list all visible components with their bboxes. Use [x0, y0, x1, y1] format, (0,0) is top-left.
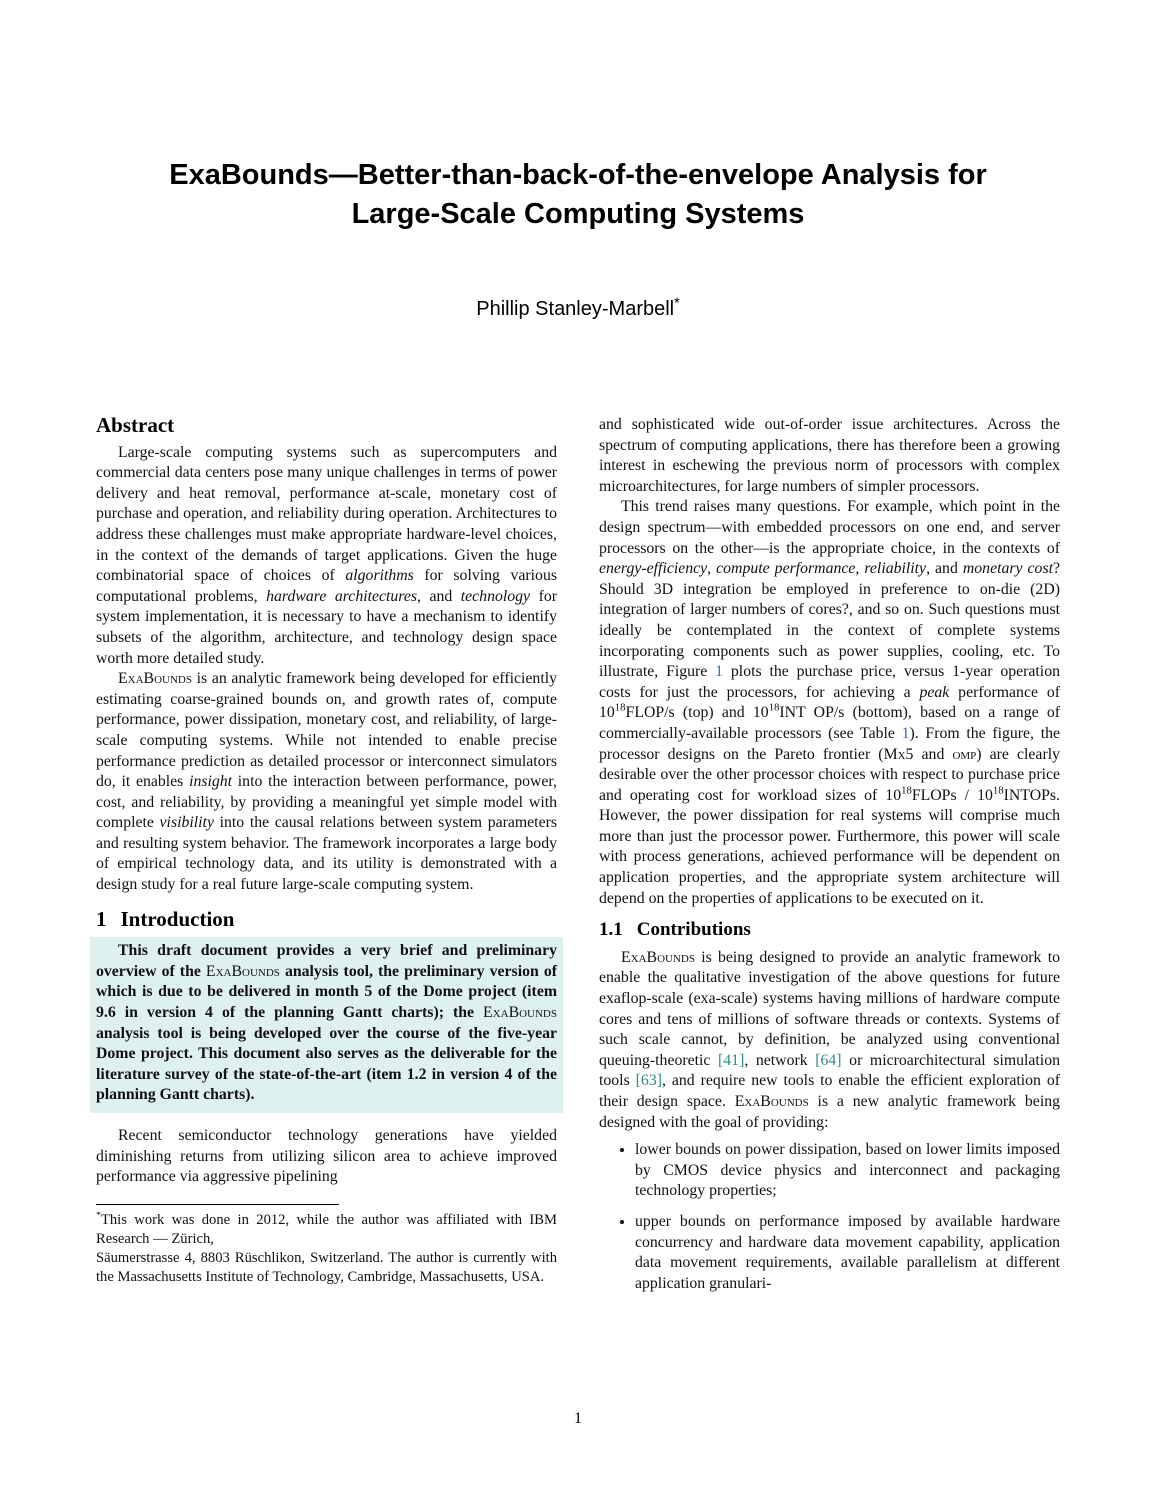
body-paragraph-questions: This trend raises many questions. For example, which point in the design spectrum—with embedded processors on one end, and server processors on the other—is the appropriate choice, in the contexts of energy-efficiency, compute performance, reliability, and monetary cost? Should 3D integration be employed in preference to on-die (2D) integration of larger numbers of cores?, and so on. Such questions must ideally be contemplated in the context of complete systems incorporating components such as power supplies, cooling, etc. To illustrate, Figure 1 plots the purchase price, versus 1-year operation costs for just the processors, for achieving a peak performance of $10^{18}FLOP/s$ (top) and $10^{18}INT$ OP/s (bottom), based on a range of commercially-available processors (see Table 1). From the figure, the processor designs on the Pareto frontier (Mx5 and omp) are clearly desirable over the other processor choices with respect to purchase price and operating cost for workload sizes of $10^{18}FLOPs$ / $10^{18}INTOPs$. However, the power dissipation for real systems will comprise much more than just the processor power. Furthermore, this power will scale with process generations, achieved performance will be dependent on application properties, and the appropriate system architecture will depend on the properties of applications to be executed on it. [599, 498, 1060, 907]
intro-paragraph: Recent semiconductor technology generations have yielded diminishing returns from utilizing silicon area to achieve improved performance via aggressive pipelining [96, 1127, 557, 1186]
section-title: Introduction [120, 906, 235, 931]
citation-64[interactable]: [64] [815, 1051, 842, 1069]
bullet-item-2: • upper bounds on performance imposed by available hardware concurrency and hardware data movement capability, application data movement requirements, available parallelism at different application granulari- [635, 1212, 1060, 1294]
footnote-rule [96, 1204, 339, 1205]
page-number: 1 [574, 1410, 582, 1427]
abstract-paragraph-1: Large-scale computing systems such as supercomputers and commercial data centers pose many unique challenges in terms of power delivery and heat removal, performance at-scale, monetary cost of purchase and operation, and reliability during operation. Architectures to address these challenges must make appropriate hardware-level choices, in the context of the demands of target applications. Given the huge combinatorial space of choices of algorithms for solving various computational problems, hardware architectures, and technology for system implementation, it is necessary to have a mechanism to identify subsets of the algorithm, architecture, and technology design space worth more detailed study. [96, 443, 557, 667]
section-number: 1 [96, 906, 107, 931]
subsection-title: Contributions [636, 919, 751, 941]
title-line-2: Large-Scale Computing Systems [351, 198, 805, 230]
author [96, 295, 1060, 321]
footnote: *This work was done in 2012, while the author was affiliated with IBM Research — Zürich, Säumerstrasse 4, 8803 Rüschlikon, Switzerland. The author is currently with the Massachusetts Institute of Technology, Cambridge, Massachusetts, USA. [96, 1209, 557, 1285]
author-footnote-marker: * [674, 295, 680, 312]
citation-63[interactable]: [63] [635, 1072, 662, 1090]
section-heading-introduction [96, 906, 557, 931]
highlight-note [90, 937, 563, 1113]
bullet-list [599, 1140, 1060, 1294]
author-name: Phillip Stanley-Marbell [476, 298, 675, 320]
abstract-heading: Abstract [96, 413, 175, 437]
subsection-number: 1.1 [599, 919, 623, 941]
column-left [96, 415, 557, 1304]
abstract-paragraph-2: ExaBounds is an analytic framework being developed for efficiently estimating coarse-grained bounds on, and growth rates of, compute performance, power dissipation, monetary cost, and reliability, of large-scale computing systems. While not intended to enable precise performance prediction as detailed processor or interconnect simulators do, it enables insight into the interaction between performance, power, cost, and reliability, by providing a meaningful yet simple model with complete visibility into the causal relations between system parameters and resulting system behavior. The framework incorporates a large body of empirical technology data, and its utility is demonstrated with a design study for a real future large-scale computing system. [96, 670, 557, 894]
highlight-paragraph: This draft document provides a very brief and preliminary overview of the ExaBounds analysis tool, the preliminary version of which is due to be delivered in month 5 of the Dome project (item 9.6 in version 4 of the planning Gantt charts); the ExaBounds analysis tool is being developed over the course of the five-year Dome project. This document also serves as the deliverable for the literature survey of the state-of-the-art (item 1.2 in version 4 of the planning Gantt charts). [96, 942, 557, 1104]
table-1-link[interactable]: 1 [901, 724, 910, 742]
two-column-body [96, 415, 1060, 1304]
citation-41[interactable]: [41] [718, 1051, 745, 1069]
bullet-item-1: • lower bounds on power dissipation, based on lower limits imposed by CMOS device physics and interconnect and packaging technology properties; [635, 1140, 1060, 1202]
contributions-paragraph: ExaBounds is being designed to provide an analytic framework to enable the qualitative investigation of the above questions for future exaflop-scale (exa-scale) systems having millions of hardware compute cores and tens of millions of software threads or contexts. Systems of such scale cannot, by definition, be analyzed using conventional queuing-theoretic [41], network [64] or microarchitectural simulation tools [63], and require new tools to enable the efficient exploration of their design space. ExaBounds is a new analytic framework being designed with the goal of providing: [599, 948, 1061, 1131]
title-line-1: ExaBounds—Better-than-back-of-the-envelope Analysis for [169, 159, 987, 191]
figure-1-link[interactable]: 1 [715, 663, 724, 681]
body-paragraph-continuation: and sophisticated wide out-of-order issue architectures. Across the spectrum of computing applications, there has therefore been a growing interest in eschewing the previous norm of processors with complex microarchitectures, for large numbers of simpler processors. [599, 416, 1060, 495]
section-heading-contributions [599, 920, 1060, 941]
column-right [599, 415, 1060, 1304]
paper-title [96, 156, 1060, 234]
